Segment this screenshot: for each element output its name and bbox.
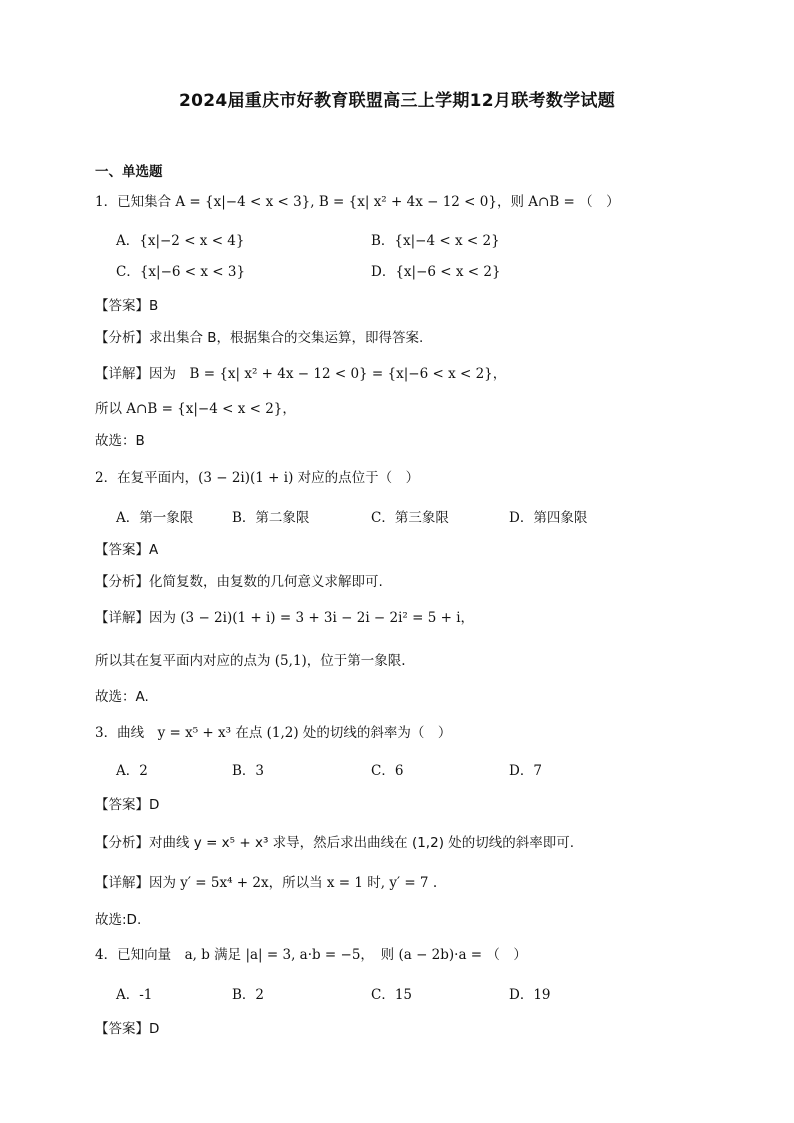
- q1-answer: 【答案】B: [95, 298, 159, 314]
- q1-option-c: C．{x|−6 < x < 3}: [116, 264, 246, 280]
- section-heading: 一、单选题: [95, 164, 163, 180]
- q4-option-b: B．2: [232, 987, 265, 1003]
- q3-option-d: D．7: [509, 763, 542, 779]
- q1-conclusion: 故选：B: [95, 433, 145, 449]
- q2-stem: 2．在复平面内，(3 − 2i)(1 + i) 对应的点位于（ ）: [95, 470, 420, 486]
- q2-analysis: 【分析】化简复数，由复数的几何意义求解即可.: [95, 574, 383, 590]
- q1-detail: 【详解】因为 B = {x| x² + 4x − 12 < 0} = {x|−6 < x < 2}，: [95, 366, 507, 382]
- q3-stem: 3．曲线 y = x⁵ + x³ 在点 (1,2) 处的切线的斜率为（ ）: [95, 725, 452, 741]
- q4-answer: 【答案】D: [95, 1021, 160, 1037]
- q1-detail-2: 所以 A∩B = {x|−4 < x < 2}，: [95, 401, 296, 417]
- q1-analysis: 【分析】求出集合 B，根据集合的交集运算，即得答案.: [95, 330, 424, 346]
- page-title: 2024届重庆市好教育联盟高三上学期12月联考数学试题: [178, 91, 616, 111]
- q1-stem: 1．已知集合 A = {x|−4 < x < 3}, B = {x| x² + 4x − 12 < 0}，则 A∩B = （ ）: [95, 194, 620, 210]
- q3-conclusion: 故选:D.: [95, 912, 142, 928]
- q3-detail: 【详解】因为 y′ = 5x⁴ + 2x，所以当 x = 1 时, y′ = 7 .: [95, 875, 438, 891]
- q2-option-d: D．第四象限: [509, 510, 588, 526]
- q3-option-c: C．6: [371, 763, 404, 779]
- q1-option-a: A．{x|−2 < x < 4}: [116, 233, 245, 249]
- q4-option-d: D．19: [509, 987, 551, 1003]
- q4-option-c: C．15: [371, 987, 413, 1003]
- q4-stem: 4．已知向量 a, b 满足 |a| = 3, a·b = −5， 则 (a − 2b)·a = （ ）: [95, 947, 527, 963]
- q2-answer: 【答案】A: [95, 542, 159, 558]
- q2-detail-2: 所以其在复平面内对应的点为 (5,1)，位于第一象限.: [95, 653, 406, 669]
- q2-option-c: C．第三象限: [371, 510, 449, 526]
- q2-option-a: A．第一象限: [116, 510, 194, 526]
- q2-conclusion: 故选：A.: [95, 689, 149, 705]
- q3-analysis: 【分析】对曲线 y = x⁵ + x³ 求导，然后求出曲线在 (1,2) 处的切线的斜率即可.: [95, 835, 575, 851]
- q1-option-b: B．{x|−4 < x < 2}: [371, 233, 500, 249]
- q2-detail: 【详解】因为 (3 − 2i)(1 + i) = 3 + 3i − 2i − 2i² = 5 + i，: [95, 610, 475, 626]
- q2-option-b: B．第二象限: [232, 510, 310, 526]
- q3-option-a: A．2: [116, 763, 148, 779]
- q3-option-b: B．3: [232, 763, 265, 779]
- q4-option-a: A．-1: [116, 987, 153, 1003]
- q3-answer: 【答案】D: [95, 797, 160, 813]
- q1-option-d: D．{x|−6 < x < 2}: [371, 264, 501, 280]
